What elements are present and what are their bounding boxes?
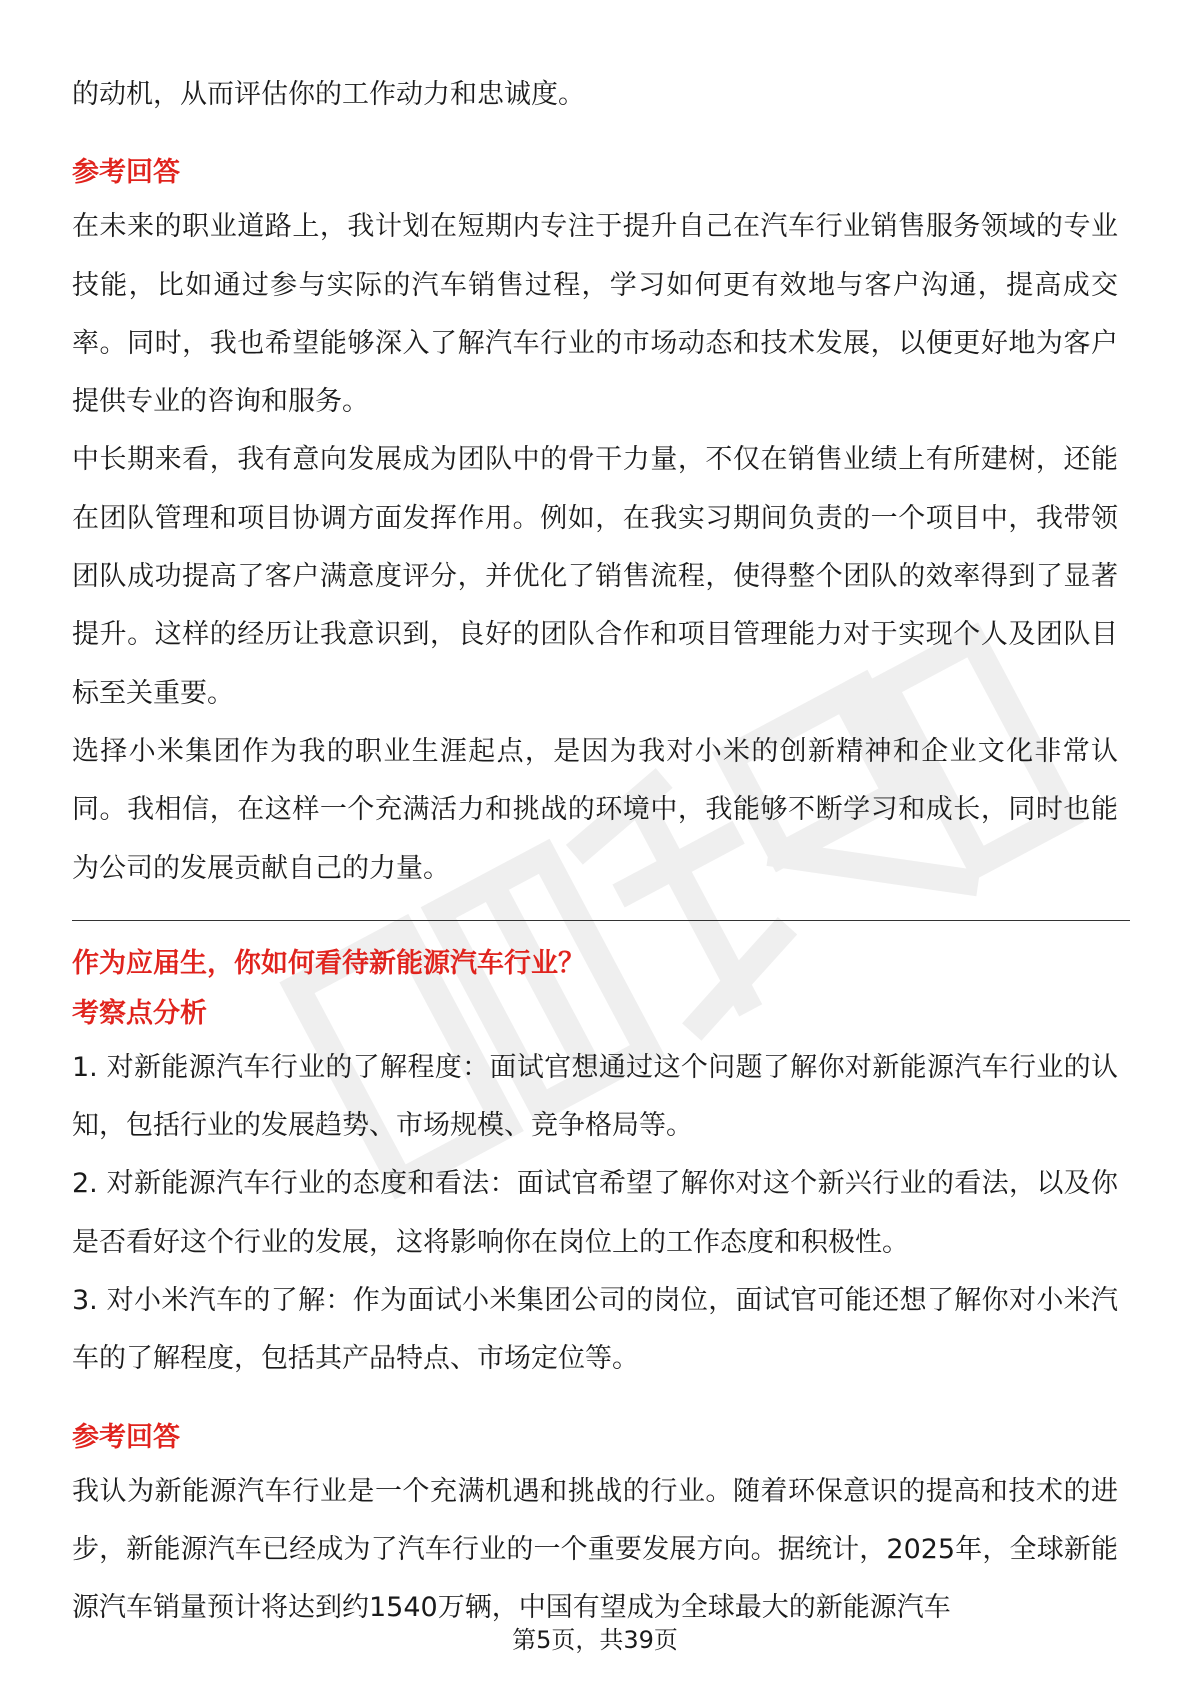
spacer [72, 1389, 1118, 1413]
paragraph: 在未来的职业道路上，我计划在短期内专注于提升自己在汽车行业销售服务领域的专业技能，比如通过参与实际的汽车销售过程，学习如何更有效地与客户沟通，提高成交率。同时，我也希望能够深入了解汽车行业的市场动态和技术发展，以便更好地为客户提供专业的咨询和服务。 [72, 211, 1118, 418]
spacer [72, 124, 1118, 148]
section-divider [72, 920, 1130, 921]
document-body [72, 66, 1118, 1638]
section-heading: 参考回答 [72, 157, 180, 189]
paragraph: 3. 对小米汽车的了解：作为面试小米集团公司的岗位，面试官可能还想了解你对小米汽车的了解程度，包括其产品特点、市场定位等。 [72, 1285, 1118, 1375]
page-number: 第5页，共39页 [512, 1626, 678, 1654]
paragraph: 2. 对新能源汽车行业的态度和看法：面试官希望了解你对这个新兴行业的看法，以及你是否看好这个行业的发展，这将影响你在岗位上的工作态度和积极性。 [72, 1168, 1118, 1258]
paragraph: 我认为新能源汽车行业是一个充满机遇和挑战的行业。随着环保意识的提高和技术的进步，新能源汽车已经成为了汽车行业的一个重要发展方向。据统计，2025年，全球新能源汽车销量预计将达到约1540万辆，中国有望成为全球最大的新能源汽车 [72, 1475, 1118, 1624]
paragraph: 中长期来看，我有意向发展成为团队中的骨干力量，不仅在销售业绩上有所建树，还能在团队管理和项目协调方面发挥作用。例如，在我实习期间负责的一个项目中，我带领团队成功提高了客户满意度评分，并优化了销售流程，使得整个团队的效率得到了显著提升。这样的经历让我意识到，良好的团队合作和项目管理能力对于实现个人及团队目标至关重要。 [72, 444, 1118, 709]
paragraph: 1. 对新能源汽车行业的了解程度：面试官想通过这个问题了解你对新能源汽车行业的认知，包括行业的发展趋势、市场规模、竞争格局等。 [72, 1051, 1118, 1142]
section-heading: 参考回答 [72, 1421, 180, 1453]
section-heading: 考察点分析 [72, 997, 207, 1029]
section-heading: 作为应届生，你如何看待新能源汽车行业？ [72, 947, 585, 979]
paragraph: 选择小米集团作为我的职业生涯起点，是因为我对小米的创新精神和企业文化非常认同。我相信，在这样一个充满活力和挑战的环境中，我能够不断学习和成长，同时也能为公司的发展贡献自己的力量。 [72, 735, 1118, 884]
paragraph: 的动机，从而评估你的工作动力和忠诚度。 [72, 79, 585, 110]
